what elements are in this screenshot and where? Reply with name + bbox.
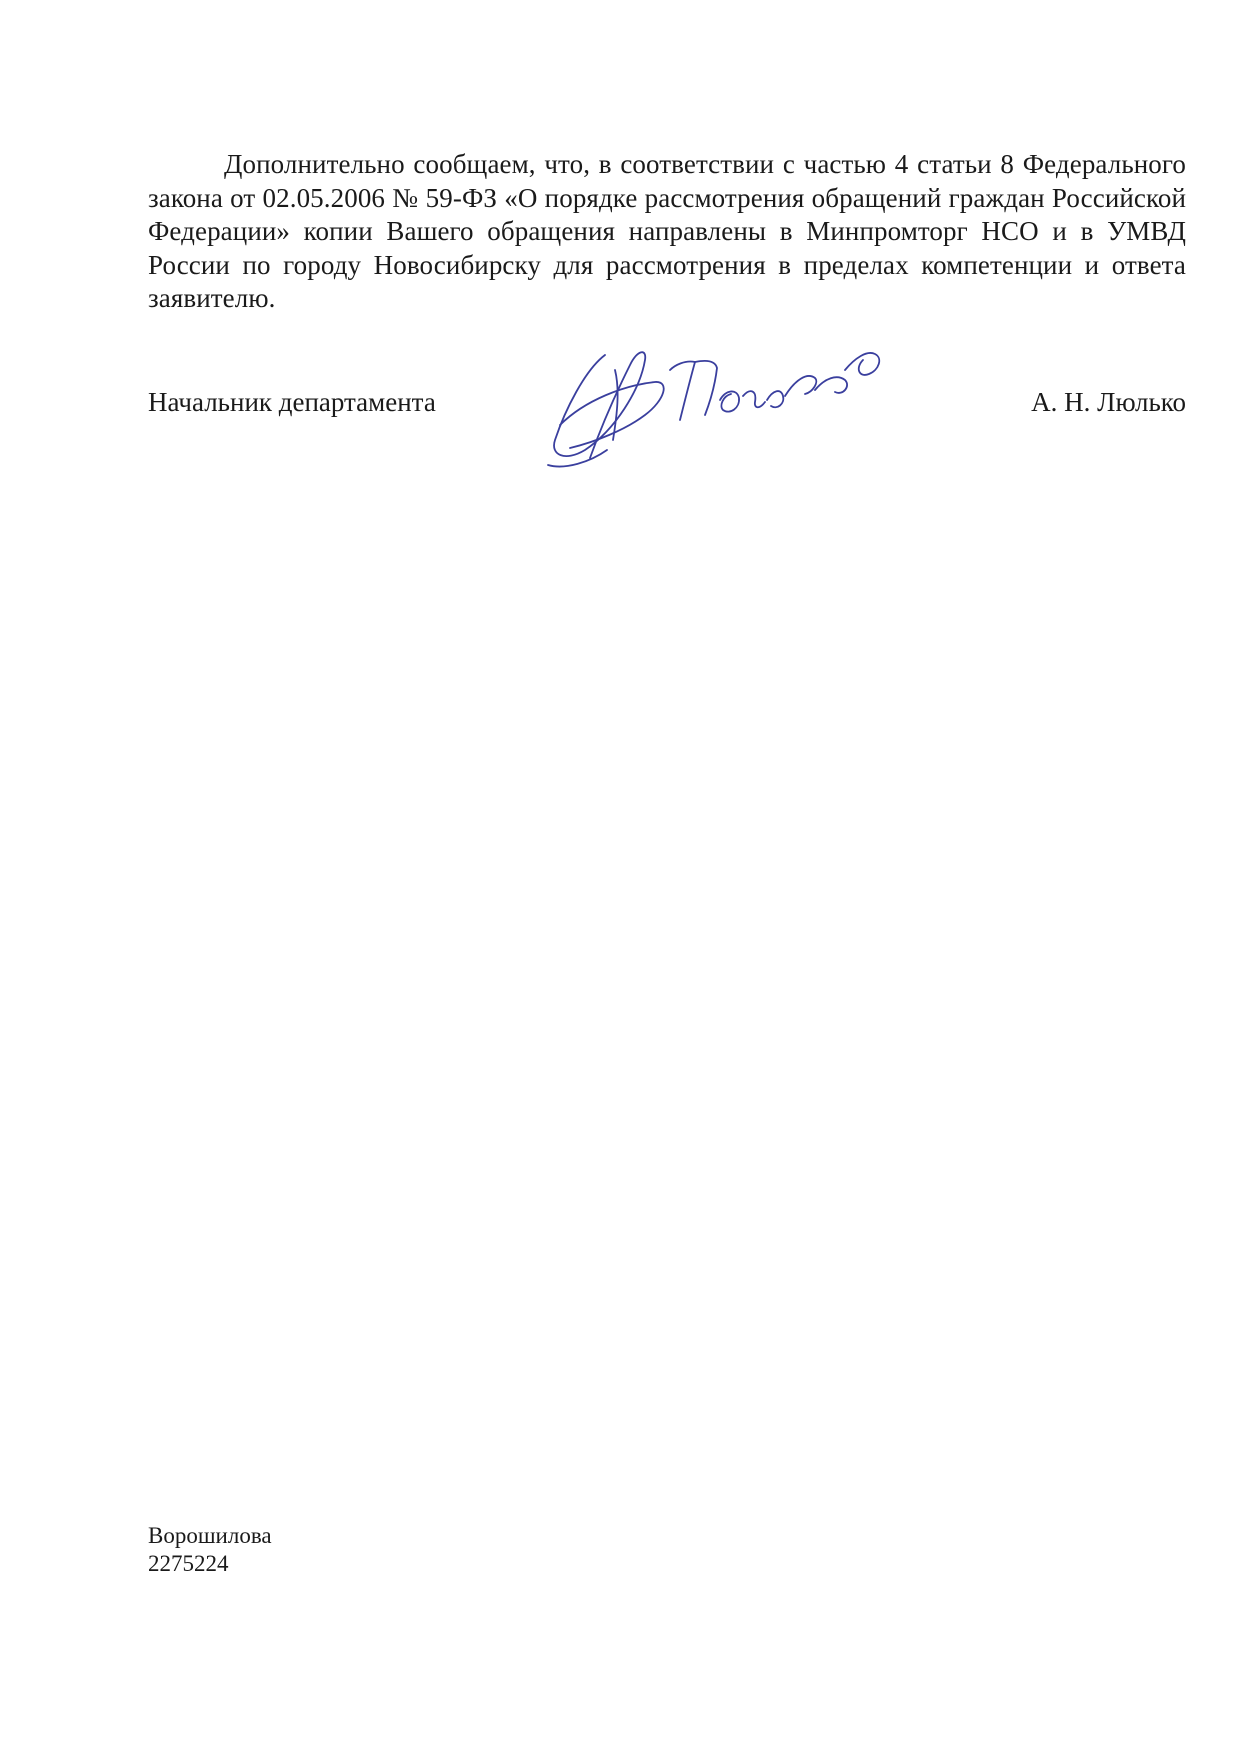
handwritten-signature — [545, 330, 965, 480]
executor-phone: 2275224 — [148, 1551, 229, 1576]
body-paragraph: Дополнительно сообщаем, что, в соответствии с частью 4 статьи 8 Федерального закона от 02.05.2006 № 59-ФЗ «О порядке рассмотрения обращений граждан Российской Федерации» копии Вашего обращения направлены в Минпромторг НСО и в УМВД России по городу Новосибирску для рассмотрения в пределах компетенции и ответа заявителю. — [148, 149, 1186, 313]
executor-block — [148, 1522, 272, 1578]
executor-name: Ворошилова — [148, 1523, 272, 1548]
signatory-position: Начальник департамента — [148, 387, 436, 417]
signatory-name: А. Н. Люлько — [1031, 387, 1186, 417]
